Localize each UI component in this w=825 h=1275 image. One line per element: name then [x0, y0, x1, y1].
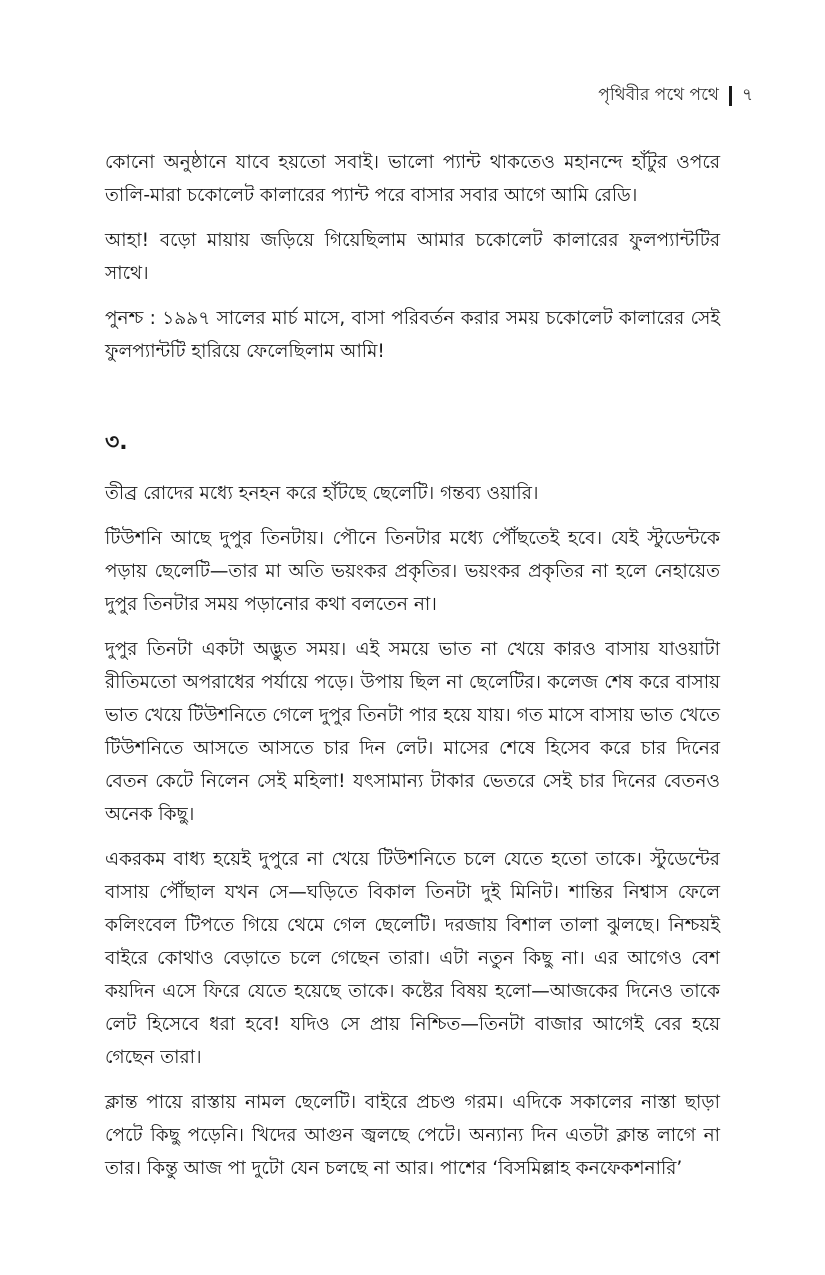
- paragraph: দুপুর তিনটা একটা অদ্ভুত সময়। এই সময়ে ভাত না খেয়ে কারও বাসায় যাওয়াটা রীতিমতো অপরাধের পর্যায়ে পড়ে। উপায় ছিল না ছেলেটির। কলেজ শেষ করে বাসায় ভাত খেয়ে টিউশনিতে গেলে দুপুর তিনটা পার হয়ে যায়। গত মাসে বাসায় ভাত খেতে টিউশনিতে আসতে আসতে চার দিন লেট। মাসের শেষে হিসেব করে চার দিনের বেতন কেটে নিলেন সেই মহিলা! যৎসামান্য টাকার ভেতরে সেই চার দিনের বেতনও অনেক কিছু।: [105, 639, 720, 825]
- section-number: ৩.: [105, 430, 128, 455]
- running-title: পৃথিবীর পথে পথে: [598, 85, 719, 105]
- paragraph: পুনশ্চ : ১৯৯৭ সালের মার্চ মাসে, বাসা পরিবর্তন করার সময় চকোলেট কালারের সেই ফুলপ্যান্টটি হারিয়ে ফেলেছিলাম আমি!: [105, 308, 720, 362]
- header-divider: [729, 86, 732, 106]
- page-number: ৭: [741, 85, 753, 105]
- paragraph: একরকম বাধ্য হয়েই দুপুরে না খেয়ে টিউশনিতে চলে যেতে হতো তাকে। স্টুডেন্টের বাসায় পৌঁছাল যখন সে—ঘড়িতে বিকাল তিনটা দুই মিনিট। শান্তির নিশ্বাস ফেলে কলিংবেল টিপতে গিয়ে থেমে গেল ছেলেটি। দরজায় বিশাল তালা ঝুলছে। নিশ্চয়ই বাইরে কোথাও বেড়াতে চলে গেছেন তারা। এটা নতুন কিছু না। এর আগেও বেশ কয়দিন এসে ফিরে যেতে হয়েছে তাকে। কষ্টের বিষয় হলো—আজকের দিনেও তাকে লেট হিসেবে ধরা হবে! যদিও সে প্রায় নিশ্চিত—তিনটা বাজার আগেই বের হয়ে গেছেন তারা।: [105, 849, 720, 1068]
- paragraph: টিউশনি আছে দুপুর তিনটায়। পৌনে তিনটার মধ্যে পৌঁছতেই হবে। যেই স্টুডেন্টকে পড়ায় ছেলেটি—তার মা অতি ভয়ংকর প্রকৃতির। ভয়ংকর প্রকৃতির না হলে নেহায়েত দুপুর তিনটার সময় পড়ানোর কথা বলতেন না।: [105, 528, 720, 615]
- paragraph: কোনো অনুষ্ঠানে যাবে হয়তো সবাই। ভালো প্যান্ট থাকতেও মহানন্দে হাঁটুর ওপরে তালি-মারা চকোলেট কালারের প্যান্ট পরে বাসার সবার আগে আমি রেডি।: [105, 152, 720, 206]
- paragraph: ক্লান্ত পায়ে রাস্তায় নামল ছেলেটি। বাইরে প্রচণ্ড গরম। এদিকে সকালের নাস্তা ছাড়া পেটে কিছু পড়েনি। খিদের আগুন জ্বলছে পেটে। অন্যান্য দিন এতটা ক্লান্ত লাগে না তার। কিন্তু আজ পা দুটো যেন চলছে না আর। পাশের ‘বিসমিল্লাহ কনফেকশনারি’: [105, 1092, 720, 1179]
- running-head: [598, 82, 753, 110]
- paragraph: আহা! বড়ো মায়ায় জড়িয়ে গিয়েছিলাম আমার চকোলেট কালারের ফুলপ্যান্টটির সাথে।: [105, 230, 720, 284]
- paragraph: তীব্র রোদের মধ্যে হনহন করে হাঁটছে ছেলেটি। গন্তব্য ওয়ারি।: [105, 483, 539, 504]
- body-text: [105, 146, 720, 1197]
